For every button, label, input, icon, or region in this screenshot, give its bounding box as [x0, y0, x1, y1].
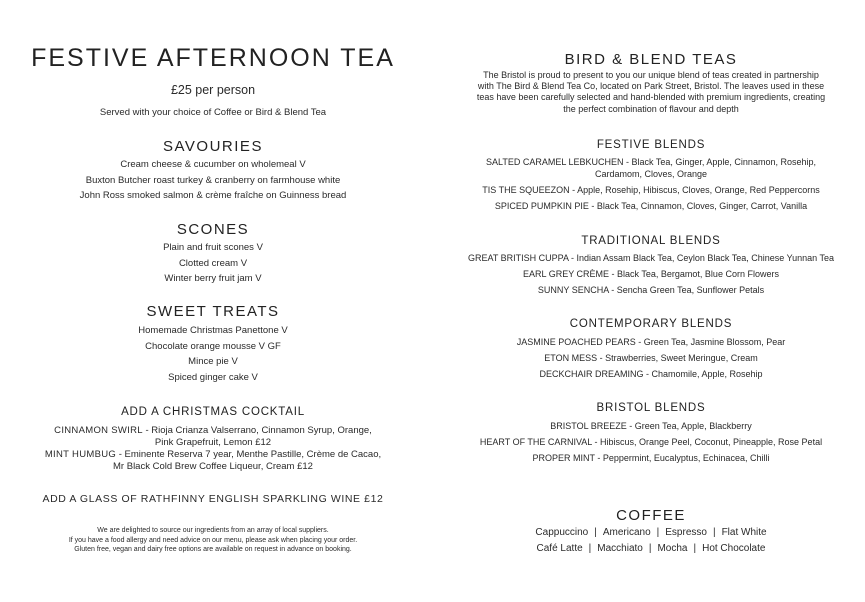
- list-item: [462, 156, 840, 180]
- contemporary-blends-heading: CONTEMPORARY BLENDS: [569, 318, 733, 330]
- scones-list: [28, 240, 398, 287]
- intro-line: teas have been carefully selected and hand-blended with premium ingredients, creating: [476, 92, 826, 103]
- coffee-row-2: [462, 543, 840, 554]
- list-item: BRISTOL BREEZE - Green Tea, Apple, Blackberry: [550, 421, 752, 431]
- list-item: PROPER MINT - Peppermint, Eucalyptus, Echinacea, Chilli: [532, 453, 770, 463]
- coffee-item: Flat White: [721, 527, 767, 538]
- list-item: Winter berry fruit jam V: [164, 273, 262, 284]
- page-title: FESTIVE AFTERNOON TEA: [31, 44, 395, 72]
- teas-intro: [462, 70, 840, 115]
- cocktail-mint-humbug: [28, 449, 398, 473]
- separator: |: [712, 527, 716, 538]
- separator: |: [656, 527, 660, 538]
- list-item: Homemade Christmas Panettone V: [138, 325, 288, 336]
- notice-line: Gluten free, vegan and dairy free options are available on request in advance on booking.: [74, 546, 352, 553]
- list-item: EARL GREY CRÈME - Black Tea, Bergamot, Blue Corn Flowers: [523, 269, 779, 279]
- notice-line: We are delighted to source our ingredients from an array of local suppliers.: [97, 527, 329, 534]
- sweet-treats-heading: SWEET TREATS: [146, 303, 280, 320]
- list-item: DECKCHAIR DREAMING - Chamomile, Apple, Rosehip: [539, 369, 763, 379]
- savouries-list: [28, 157, 398, 204]
- sparkling-wine-offer: ADD A GLASS OF RATHFINNY ENGLISH SPARKLING WINE £12: [42, 493, 384, 505]
- cocktail-heading: ADD A CHRISTMAS COCKTAIL: [121, 406, 305, 418]
- coffee-item: Cappuccino: [535, 527, 589, 538]
- traditional-blends-heading: TRADITIONAL BLENDS: [581, 235, 721, 247]
- list-item: SUNNY SENCHA - Sencha Green Tea, Sunflower Petals: [537, 285, 765, 295]
- list-item: TIS THE SQUEEZON - Apple, Rosehip, Hibiscus, Cloves, Orange, Red Peppercorns: [482, 185, 820, 195]
- cocktail-desc: - Rioja Crianza Valserrano, Cinnamon Syrup, Orange,: [142, 425, 372, 436]
- list-item: JASMINE POACHED PEARS - Green Tea, Jasmine Blossom, Pear: [516, 337, 786, 347]
- cocktail-desc-price: Mr Black Cold Brew Coffee Liqueur, Cream £12: [113, 461, 313, 472]
- list-item: Buxton Butcher roast turkey & cranberry on farmhouse white: [85, 174, 341, 186]
- cocktail-cinnamon-swirl: [28, 425, 398, 449]
- cocktail-desc: - Eminente Reserva 7 year, Menthe Pastille, Crème de Cacao,: [116, 449, 382, 460]
- scones-heading: SCONES: [176, 221, 250, 238]
- coffee-item: Americano: [602, 527, 651, 538]
- coffee-item: Mocha: [657, 543, 688, 554]
- coffee-item: Macchiato: [597, 543, 643, 554]
- list-item: Plain and fruit scones V: [163, 242, 263, 253]
- teas-heading: BIRD & BLEND TEAS: [564, 51, 738, 68]
- list-item: ETON MESS - Strawberries, Sweet Meringue, Cream: [544, 353, 758, 363]
- list-item: SPICED PUMPKIN PIE - Black Tea, Cinnamon, Cloves, Ginger, Carrot, Vanilla: [494, 201, 808, 211]
- notice-line: If you have a food allergy and need advice on our menu, please ask when placing your order.: [68, 536, 358, 544]
- list-item: Spiced ginger cake V: [168, 371, 258, 383]
- blend-line: SALTED CARAMEL LEBKUCHEN - Black Tea, Ginger, Apple, Cinnamon, Rosehip,: [486, 157, 816, 167]
- list-item: Cream cheese & cucumber on wholemeal V: [120, 159, 306, 170]
- separator: |: [648, 543, 652, 554]
- allergy-notice: [28, 526, 398, 555]
- coffee-row-1: [462, 527, 840, 538]
- cocktail-name: MINT HUMBUG: [44, 449, 117, 460]
- blend-line: Cardamom, Cloves, Orange: [594, 169, 708, 179]
- sweet-treats-list: [28, 323, 398, 385]
- intro-line: The Bristol is proud to present to you our unique blend of teas created in partnership: [483, 70, 819, 80]
- festive-blends-heading: FESTIVE BLENDS: [596, 139, 706, 151]
- served-note: Served with your choice of Coffee or Bird & Blend Tea: [99, 107, 327, 118]
- contemporary-blends-list: [462, 336, 840, 384]
- coffee-item: Hot Chocolate: [702, 543, 766, 554]
- list-item: Clotted cream V: [178, 257, 248, 269]
- list-item: Mince pie V: [188, 356, 238, 367]
- coffee-item: Café Latte: [536, 543, 583, 554]
- bristol-blends-heading: BRISTOL BLENDS: [596, 402, 706, 414]
- separator: |: [594, 527, 597, 538]
- bristol-blends-list: [462, 420, 840, 468]
- cocktail-list: [28, 425, 398, 473]
- coffee-heading: COFFEE: [616, 507, 686, 524]
- cocktail-desc-price: Pink Grapefruit, Lemon £12: [154, 437, 272, 448]
- coffee-item: Espresso: [665, 527, 707, 538]
- festive-blends-list: [462, 156, 840, 216]
- separator: |: [693, 543, 697, 554]
- intro-line: with The Bird & Blend Tea Co, located on Park Street, Bristol. The leaves used in these: [477, 81, 825, 92]
- list-item: GREAT BRITISH CUPPA - Indian Assam Black Tea, Ceylon Black Tea, Chinese Yunnan Tea: [467, 253, 835, 263]
- price: £25 per person: [170, 83, 256, 97]
- separator: |: [588, 543, 592, 554]
- traditional-blends-list: [462, 252, 840, 300]
- cocktail-name: CINNAMON SWIRL: [54, 425, 143, 436]
- intro-line: the perfect combination of flavour and depth: [563, 103, 739, 114]
- list-item: Chocolate orange mousse V GF: [145, 340, 281, 352]
- list-item: HEART OF THE CARNIVAL - Hibiscus, Orange Peel, Coconut, Pineapple, Rose Petal: [479, 437, 823, 447]
- list-item: John Ross smoked salmon & crème fraîche on Guinness bread: [79, 190, 347, 201]
- savouries-heading: SAVOURIES: [163, 138, 263, 155]
